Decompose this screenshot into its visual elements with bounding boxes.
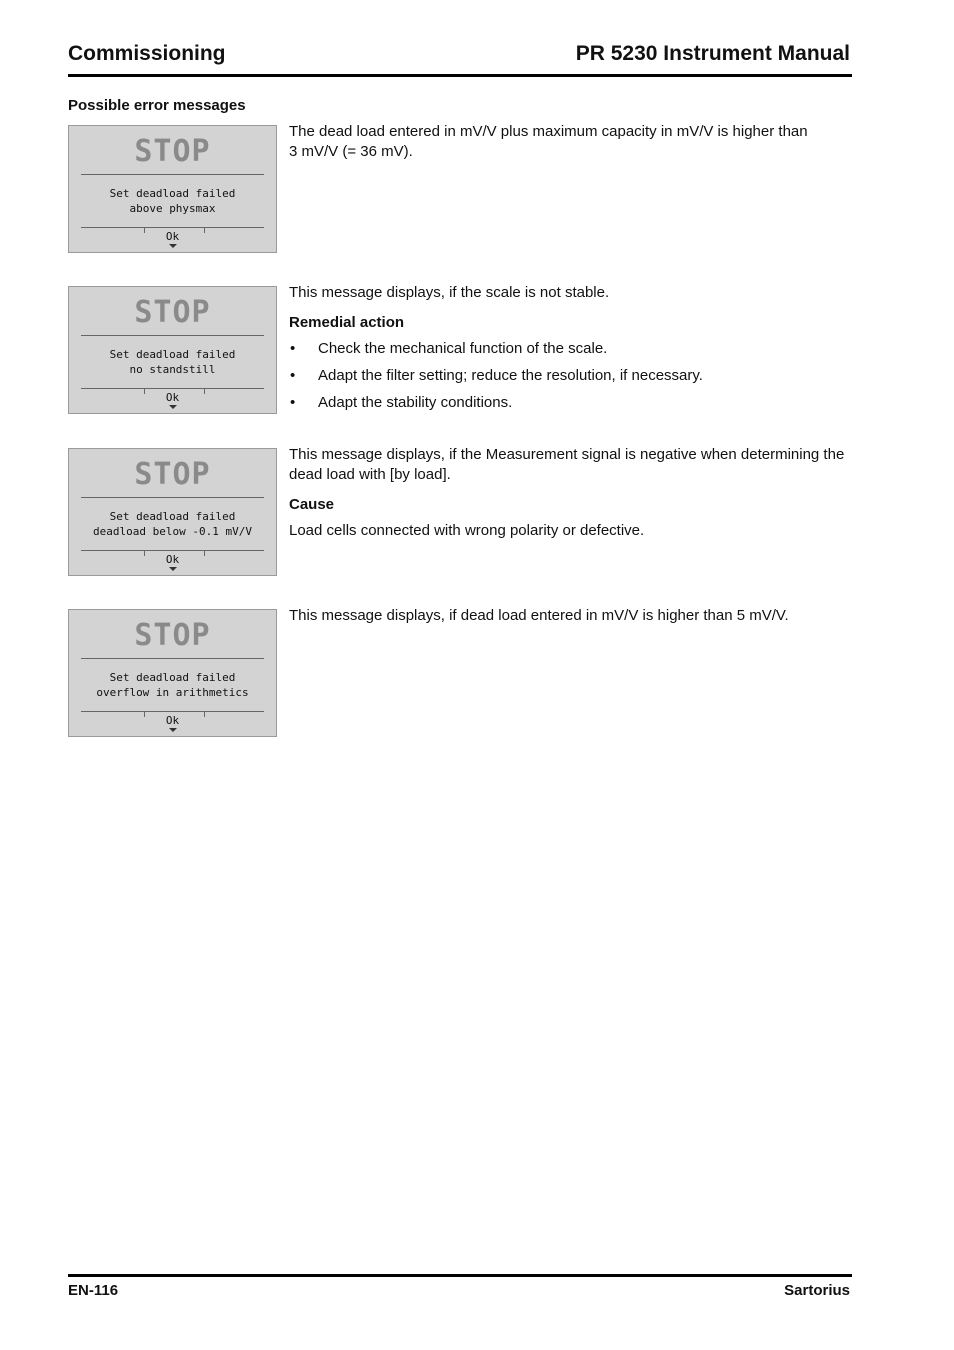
chapter-title: Commissioning bbox=[68, 42, 226, 65]
arrow-down-icon bbox=[169, 728, 177, 732]
divider bbox=[81, 497, 264, 498]
list-item: • Check the mechanical function of the scale. bbox=[289, 339, 852, 359]
page-number: EN-116 bbox=[68, 1282, 119, 1299]
display-screenshot bbox=[68, 448, 277, 576]
ok-softkey: Ok bbox=[165, 230, 180, 243]
subheading: Cause bbox=[289, 496, 335, 513]
error-message-line1: Set deadload failed bbox=[109, 510, 236, 523]
description bbox=[289, 445, 852, 541]
description bbox=[289, 606, 852, 626]
section-title: Possible error messages bbox=[68, 97, 246, 114]
ok-softkey: Ok bbox=[165, 391, 180, 404]
display-screenshot bbox=[68, 286, 277, 414]
company-name: Sartorius bbox=[784, 1282, 850, 1299]
ok-softkey: Ok bbox=[165, 714, 180, 727]
ok-softkey: Ok bbox=[165, 553, 180, 566]
error-message-line2: overflow in arithmetics bbox=[96, 686, 249, 699]
cause-text: Load cells connected with wrong polarity or defective. bbox=[289, 522, 645, 539]
error-message-line2: deadload below -0.1 mV/V bbox=[93, 525, 252, 538]
error-message bbox=[69, 670, 276, 700]
subheading: Remedial action bbox=[289, 314, 405, 331]
error-message-line1: Set deadload failed bbox=[109, 187, 236, 200]
page-footer bbox=[68, 1274, 852, 1299]
divider bbox=[81, 550, 264, 551]
description-text: This message displays, if dead load entered in mV/V is higher than 5 mV/V. bbox=[289, 607, 789, 624]
remedial-action-list bbox=[289, 339, 852, 413]
divider bbox=[81, 174, 264, 175]
stop-title: STOP bbox=[134, 295, 211, 330]
stop-title: STOP bbox=[134, 134, 211, 169]
error-message-line2: no standstill bbox=[129, 363, 216, 376]
divider bbox=[81, 335, 264, 336]
divider bbox=[81, 227, 264, 228]
description bbox=[289, 122, 852, 162]
stop-title: STOP bbox=[134, 618, 211, 653]
error-message-line1: Set deadload failed bbox=[109, 671, 236, 684]
list-item: • Adapt the stability conditions. bbox=[289, 393, 852, 413]
divider bbox=[81, 711, 264, 712]
divider bbox=[81, 388, 264, 389]
manual-title: PR 5230 Instrument Manual bbox=[575, 42, 850, 65]
error-message-line2: above physmax bbox=[129, 202, 216, 215]
error-message bbox=[69, 186, 276, 216]
description bbox=[289, 283, 852, 420]
divider bbox=[81, 658, 264, 659]
description-text: This message displays, if the Measurement signal is negative when determining the dead load with [by load]. bbox=[289, 446, 845, 483]
description-text: The dead load entered in mV/V plus maximum capacity in mV/V is higher than 3 mV/V (= 36 mV). bbox=[289, 123, 808, 160]
error-message-line1: Set deadload failed bbox=[109, 348, 236, 361]
arrow-down-icon bbox=[169, 244, 177, 248]
error-message bbox=[69, 509, 276, 539]
description-text: This message displays, if the scale is not stable. bbox=[289, 284, 610, 301]
page-header bbox=[68, 40, 852, 77]
stop-title: STOP bbox=[134, 457, 211, 492]
display-screenshot bbox=[68, 125, 277, 253]
error-message bbox=[69, 347, 276, 377]
arrow-down-icon bbox=[169, 405, 177, 409]
list-item: • Adapt the filter setting; reduce the resolution, if necessary. bbox=[289, 366, 852, 386]
arrow-down-icon bbox=[169, 567, 177, 571]
display-screenshot bbox=[68, 609, 277, 737]
